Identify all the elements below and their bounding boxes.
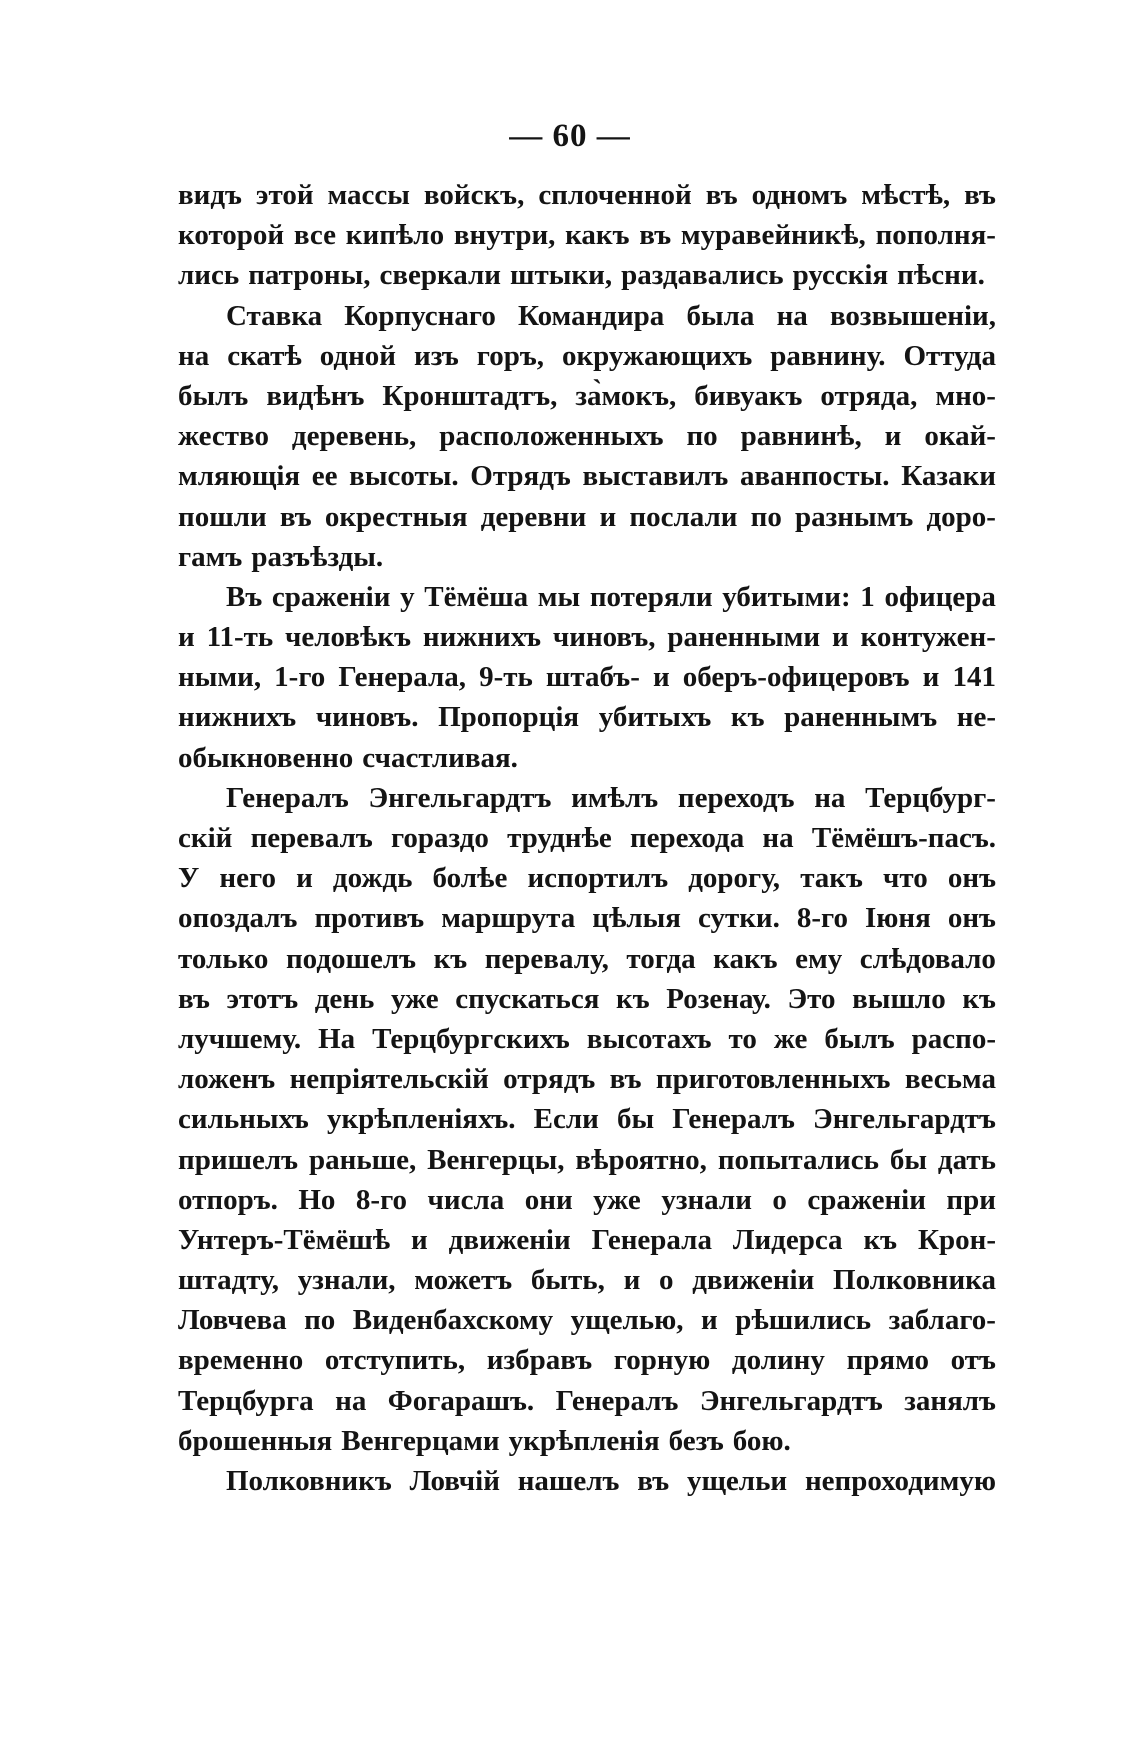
text-line: нижнихъ чиновъ. Пропорція убитыхъ къ раненнымъ не-	[178, 701, 996, 734]
paragraph	[178, 175, 996, 296]
text-line: пошли въ окрестныя деревни и послали по разнымъ доро-	[178, 500, 996, 533]
text-line: штадту, узнали, можетъ быть, и о движеніи Полковника	[178, 1264, 996, 1297]
body-text	[178, 175, 996, 1501]
paragraph	[178, 296, 996, 577]
text-line: У него и дождь болѣе испортилъ дорогу, такъ что онъ	[178, 862, 996, 895]
text-line: жество деревень, расположенныхъ по равнинѣ, и окай-	[178, 420, 996, 453]
text-line: Терцбурга на Фогарашъ. Генералъ Энгельгардтъ занялъ	[178, 1384, 996, 1417]
text-line: лись патроны, сверкали штыки, раздавались русскія пѣсни.	[178, 259, 985, 292]
text-line: Ловчева по Виденбахскому ущелью, и рѣшились заблаго-	[178, 1304, 996, 1337]
text-line: лучшему. На Терцбургскихъ высотахъ то же былъ распо-	[178, 1022, 996, 1055]
text-line: сильныхъ укрѣпленіяхъ. Если бы Генералъ Энгельгардтъ	[178, 1103, 996, 1136]
text-line: обыкновенно счастливая.	[178, 741, 518, 774]
page-number: — 60 —	[509, 118, 631, 154]
paragraph	[178, 778, 996, 1461]
text-line: Полковникъ Ловчій нашелъ въ ущельи непроходимую	[226, 1465, 996, 1497]
paragraph	[178, 1461, 996, 1501]
text-line: только подошелъ къ перевалу, тогда какъ ему слѣдовало	[178, 942, 996, 975]
text-line: Въ сраженіи у Тёмёша мы потеряли убитыми: 1 офицера	[226, 580, 996, 613]
text-line: мляющія ее высоты. Отрядъ выставилъ аванпосты. Казаки	[178, 460, 996, 493]
text-line: отпоръ. Но 8-го числа они уже узнали о сраженіи при	[178, 1183, 996, 1216]
text-line: ложенъ непріятельскій отрядъ въ приготовленныхъ весьма	[178, 1063, 996, 1096]
text-line: Генералъ Энгельгардтъ имѣлъ переходъ на Терцбург-	[226, 781, 996, 814]
text-line: ными, 1-го Генерала, 9-ть штабъ- и оберъ-офицеровъ и 141	[178, 661, 996, 694]
text-line: брошенныя Венгерцами укрѣпленія безъ бою.	[178, 1424, 791, 1457]
text-line: пришелъ раньше, Венгерцы, вѣроятно, попытались бы дать	[178, 1143, 996, 1176]
text-line: видъ этой массы войскъ, сплоченной въ одномъ мѣстѣ, въ	[178, 179, 996, 211]
paragraph	[178, 577, 996, 778]
text-line: гамъ разъѣзды.	[178, 540, 384, 573]
text-line: Ставка Корпуснаго Командира была на возвышеніи,	[226, 299, 996, 332]
text-line: былъ видѣнъ Кронштадтъ, за̀мокъ, бивуакъ отряда, мно-	[178, 379, 996, 412]
text-line: Унтеръ-Тёмёшѣ и движеніи Генерала Лидерса къ Крон-	[178, 1223, 996, 1256]
text-line: опоздалъ противъ маршрута цѣлыя сутки. 8-го Іюня онъ	[178, 902, 996, 935]
text-line: и 11-ть человѣкъ нижнихъ чиновъ, раненными и контужен-	[178, 621, 996, 654]
text-line: скій перевалъ гораздо труднѣе перехода на Тёмёшъ-пасъ.	[178, 822, 996, 854]
text-line: на скатѣ одной изъ горъ, окружающихъ равнину. Оттуда	[178, 339, 996, 372]
text-line: временно отступить, избравъ горную долину прямо отъ	[178, 1344, 996, 1377]
text-line: которой все кипѣло внутри, какъ въ муравейникѣ, пополня-	[178, 219, 996, 252]
text-line: въ этотъ день уже спускаться къ Розенау. Это вышло къ	[178, 982, 996, 1015]
